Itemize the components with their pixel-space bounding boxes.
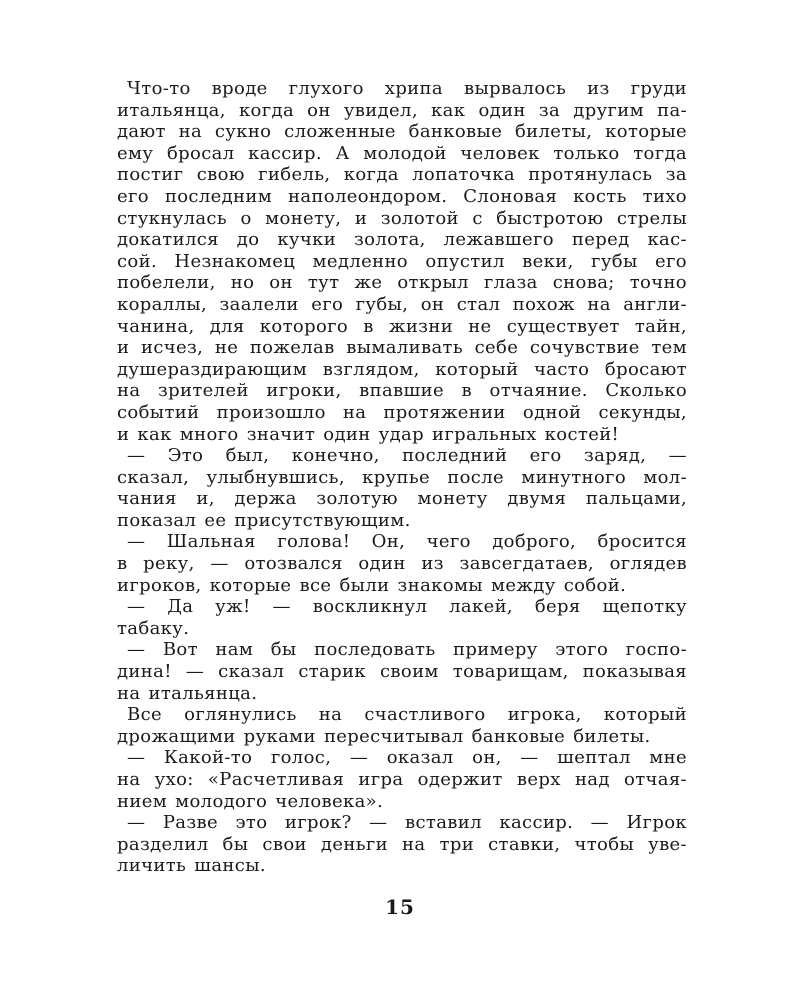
text-line: сказал, улыбнувшись, крупье после минутного мол-: [117, 466, 687, 488]
text-line: дина! — сказал старик своим товарищам, показывая: [117, 661, 687, 683]
text-line: докатился до кучки золота, лежавшего перед кас-: [117, 229, 687, 251]
page-number: 15: [385, 895, 415, 919]
text-line: кораллы, заалели его губы, он стал похож на англи-: [117, 293, 687, 315]
text-line: событий произошло на протяжении одной секунды,: [117, 401, 687, 423]
text-line: побелели, но он тут же открыл глаза снова; точно: [117, 272, 687, 294]
text-line: — Да уж! — воскликнул лакей, беря щепотку: [127, 596, 687, 618]
text-line: Что-то вроде глухого хрипа вырвалось из груди: [127, 78, 687, 99]
text-line: душераздирающим взглядом, который часто бросают: [117, 358, 687, 380]
text-line: разделил бы свои деньги на три ставки, чтобы уве-: [117, 833, 687, 855]
text-line: сой. Незнакомец медленно опустил веки, губы его: [117, 250, 687, 272]
text-line: — Шальная голова! Он, чего доброго, бросится: [127, 531, 687, 553]
text-line: чания и, держа золотую монету двумя пальцами,: [117, 488, 687, 510]
text-line: его последним наполеондором. Слоновая кость тихо: [117, 185, 687, 207]
text-line: в реку, — отозвался один из завсегдатаев, оглядев: [117, 553, 687, 575]
text-line: на зрителей игроки, впавшие в отчаяние. Сколько: [117, 380, 687, 402]
text-line: и как много значит один удар игральных костей!: [117, 423, 620, 445]
text-line: итальянца, когда он увидел, как один за другим па-: [117, 99, 687, 121]
text-line: постиг свою гибель, когда лопаточка протянулась за: [117, 164, 687, 186]
text-line: стукнулась о монету, и золотой с быстротою стрелы: [117, 207, 687, 229]
text-line: дрожащими руками пересчитывал банковые билеты.: [117, 725, 651, 747]
text-line: ему бросал кассир. А молодой человек только тогда: [117, 142, 687, 164]
text-line: на итальянца.: [117, 682, 258, 704]
text-line: личить шансы.: [117, 855, 266, 877]
text-line: чанина, для которого в жизни не существует тайн,: [117, 315, 687, 337]
text-line: игроков, которые все были знакомы между собой.: [117, 574, 627, 596]
text-line: — Разве это игрок? — вставил кассир. — Игрок: [127, 812, 687, 834]
text-line: дают на сукно сложенные банковые билеты, которые: [117, 121, 687, 143]
text-line: — Какой-то голос, — оказал он, — шептал мне: [127, 747, 687, 769]
text-line: показал ее присутствующим.: [117, 509, 411, 531]
text-line: Все оглянулись на счастливого игрока, который: [127, 704, 687, 726]
body-text: [117, 78, 687, 877]
text-line: табаку.: [117, 617, 190, 639]
text-line: и исчез, не пожелав вымаливать себе сочувствие тем: [117, 337, 687, 359]
text-line: на ухо: «Расчетливая игра одержит верх над отчая-: [117, 769, 687, 790]
text-line: — Вот нам бы последовать примеру этого госпо-: [127, 639, 687, 661]
text-line: — Это был, конечно, последний его заряд, —: [127, 445, 687, 467]
text-line: нием молодого человека».: [117, 790, 384, 812]
